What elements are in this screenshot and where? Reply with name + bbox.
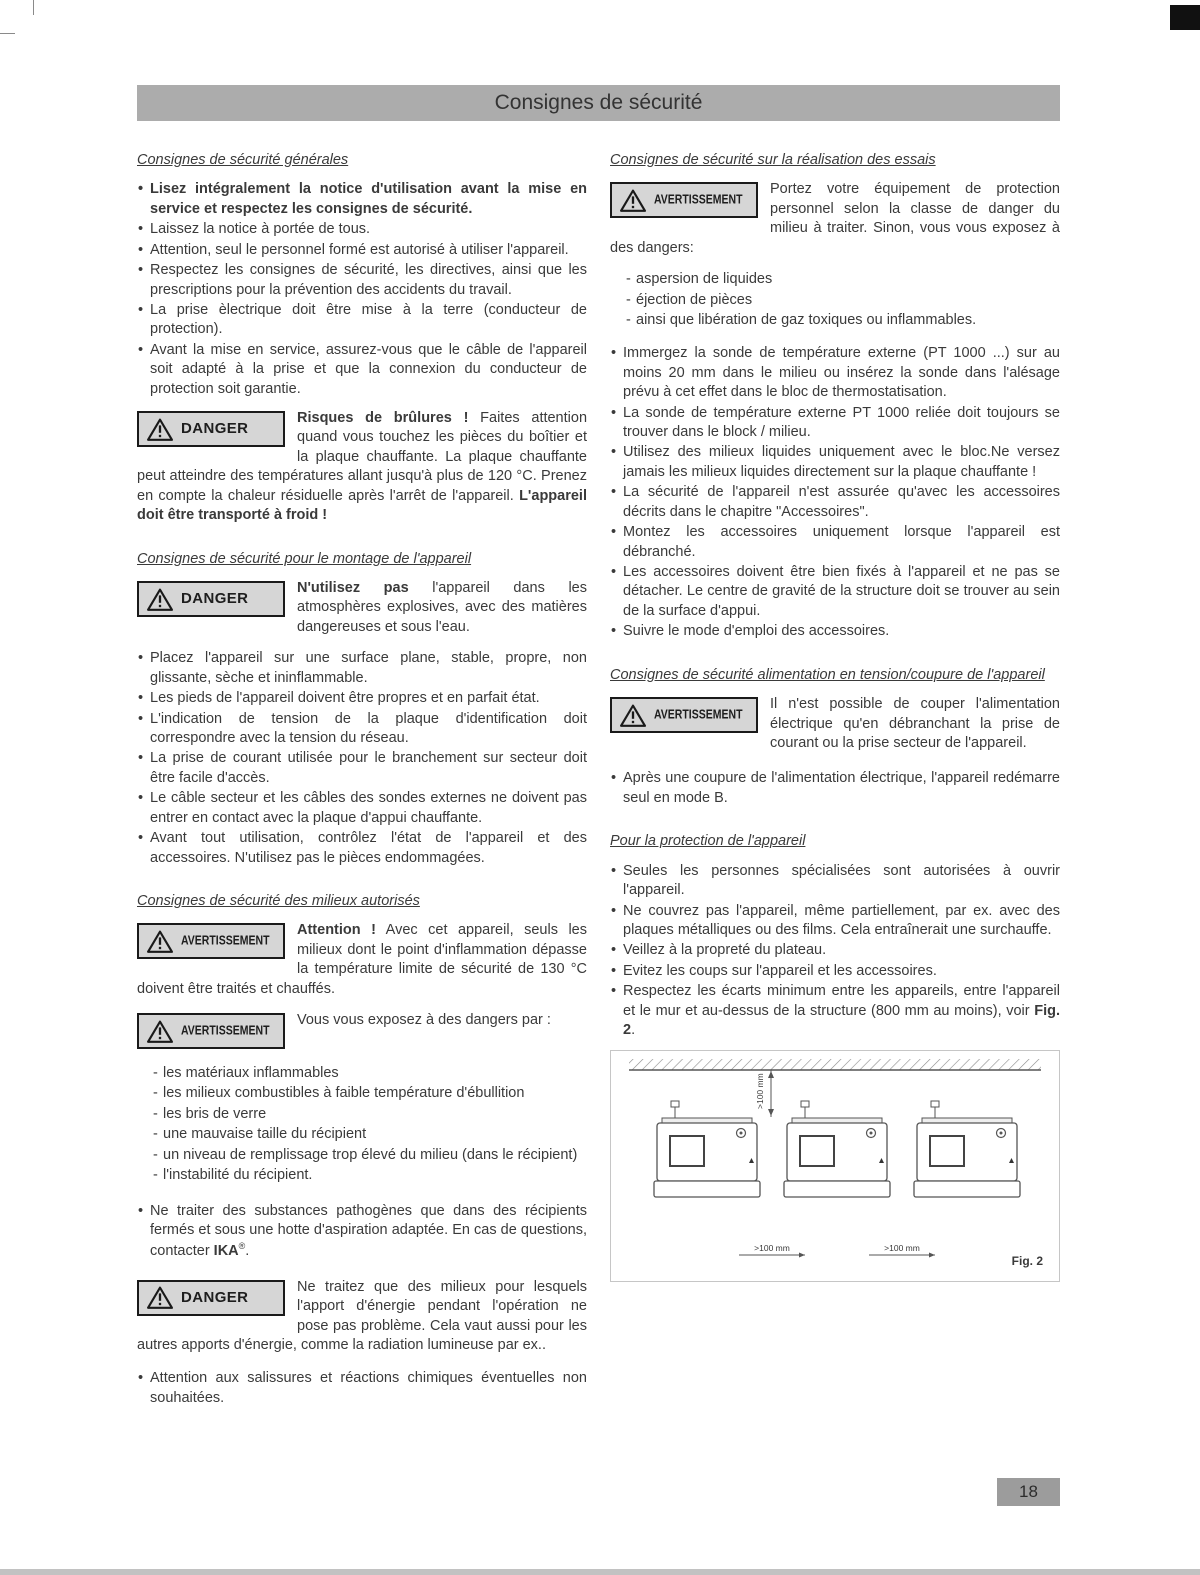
bullet-item xyxy=(610,443,1060,482)
bullet-text: Lisez intégralement la notice d'utilisation avant la mise en service et respectez les consignes de sécurité. xyxy=(150,181,587,217)
bullet-text: La sécurité de l'appareil n'est assurée qu'avec les accessoires décrits dans le chapitre "Accessoires". xyxy=(623,484,1060,520)
bullet-item xyxy=(137,1369,587,1408)
dash-text: éjection de pièces xyxy=(636,291,753,308)
danger-lead-text: N'utilisez pas xyxy=(297,580,409,597)
bullet-text: La prise de courant utilisée pour le branchement sur secteur doit être facile d'accès. xyxy=(150,750,587,786)
page-number: 18 xyxy=(997,1478,1060,1506)
bullet-item xyxy=(137,301,587,340)
bullet-item xyxy=(610,404,1060,443)
danger-label: DANGER xyxy=(181,589,249,607)
horizontal-dimension-label-right: >100 mm xyxy=(884,1243,920,1254)
warning-triangle-icon xyxy=(619,188,647,213)
protection-bullet-list xyxy=(610,862,1060,1041)
avertissement-protection-warning xyxy=(610,180,1060,258)
device-sketch xyxy=(914,1101,1020,1197)
heading-consignes-milieux: Consignes de sécurité des milieux autorisés xyxy=(137,892,420,909)
figure-reference: Fig. 2 xyxy=(623,1002,1060,1039)
dash-text: un niveau de remplissage trop élevé du milieu (dans le récipient) xyxy=(163,1146,578,1163)
final-bullet-list xyxy=(137,1369,587,1408)
avertissement-label: AVERTISSEMENT xyxy=(654,193,743,208)
dash-item xyxy=(153,1166,587,1185)
page-bottom-edge xyxy=(0,1569,1200,1575)
avertissement-box xyxy=(610,182,758,218)
dash-text: une mauvaise taille du récipient xyxy=(163,1126,367,1143)
danger-energy-warning xyxy=(137,1278,587,1356)
dash-item xyxy=(153,1105,587,1124)
avertissement-label: AVERTISSEMENT xyxy=(654,707,743,723)
bullet-item xyxy=(610,563,1060,621)
bullet-text: Suivre le mode d'emploi des accessoires. xyxy=(623,623,890,640)
warning-body-text: Avec cet appareil, seuls les milieux dont le point d'inflammation dépasse la température limite de sécurité de 130 °C doivent être traités et chauffés. xyxy=(137,922,587,997)
danger-burns-warning xyxy=(137,409,587,526)
bullet-item xyxy=(137,341,587,399)
brand-name: IKA xyxy=(213,1243,239,1260)
warning-triangle-icon xyxy=(146,929,174,954)
bullet-text: Ne couvrez pas l'appareil, même partiellement, par ex. avec des plaques métalliques ou des films. Cela entraînerait une surchauffe. xyxy=(623,902,1060,938)
avertissement-box xyxy=(137,1013,285,1049)
danger-body-text: Faites attention quand vous touchez les pièces du boîtier et la plaque chauffante. La plaque chauffante peut atteindre des températures allant jusqu'à plus de 120 °C. Prenez en compte la chaleur résiduelle après l'arrêt de l'appareil. xyxy=(137,410,588,504)
page-title-banner xyxy=(137,85,1060,121)
alimentation-bullet-list xyxy=(610,769,1060,808)
bullet-text: L'indication de tension de la plaque d'identification doit correspondre avec la tension du réseau. xyxy=(150,710,587,746)
dash-item xyxy=(153,1064,587,1083)
bullet-text: Placez l'appareil sur une surface plane, stable, propre, non glissante, sèche et ininflammable. xyxy=(150,650,587,686)
page-title: Consignes de sécurité xyxy=(494,90,703,114)
danger-box xyxy=(137,1280,285,1316)
avertissement-box xyxy=(610,697,758,733)
left-column xyxy=(137,143,587,1416)
avertissement-box xyxy=(137,923,285,959)
bullet-text: Avant tout utilisation, contrôlez l'état de l'appareil et des accessoires. N'utilisez pas le pièces endommagées. xyxy=(150,830,587,866)
generales-bullet-list xyxy=(137,180,587,399)
bullet-item xyxy=(610,622,1060,641)
dash-item xyxy=(626,270,1060,289)
heading-consignes-montage: Consignes de sécurité pour le montage de l'appareil xyxy=(137,550,472,567)
dash-text: l'instabilité du récipient. xyxy=(163,1167,313,1184)
figure-caption: Fig. 2 xyxy=(1011,1254,1043,1269)
danger-tail-text: L'appareil doit être transporté à froid ! xyxy=(137,487,587,524)
dash-item xyxy=(153,1125,587,1144)
bullet-item xyxy=(610,902,1060,941)
heading-consignes-essais: Consignes de sécurité sur la réalisation des essais xyxy=(610,152,936,168)
bullet-text: . xyxy=(245,1243,250,1260)
danger-body-text: Ne traitez que des milieux pour lesquels l'apport d'énergie pendant l'opération ne pose pas problème. Cela vaut aussi pour les autres apports d'énergie, comme la radiation lumineuse par ex.. xyxy=(137,1278,587,1353)
heading-consignes-generales: Consignes de sécurité générales xyxy=(137,152,349,168)
bullet-text: Le câble secteur et les câbles des sondes externes ne doivent pas entrer en contact avec la plaque d'appui chauffante. xyxy=(150,790,587,826)
bullet-text: Attention, seul le personnel formé est autorisé à utiliser l'appareil. xyxy=(150,241,569,258)
dash-item xyxy=(626,291,1060,310)
essais-bullet-list xyxy=(610,344,1060,641)
bullet-item xyxy=(137,649,587,688)
dash-text: aspersion de liquides xyxy=(636,271,773,288)
page-content xyxy=(137,143,1060,1416)
bullet-item xyxy=(610,962,1060,981)
ceiling-hatch xyxy=(629,1059,1041,1070)
avertissement-inflammation-warning xyxy=(137,921,587,999)
danger-atmosphere-warning xyxy=(137,579,587,637)
warning-triangle-icon xyxy=(146,587,174,612)
bullet-text: Immergez la sonde de température externe (PT 1000 ...) sur au moins 20 mm dans le milieu ou insérez la sonde dans l'alésage prévu à cet effet dans le bloc de thermostatisation. xyxy=(623,345,1060,401)
warning-triangle-icon xyxy=(146,417,174,442)
warning-body-text: Vous vous exposez à des dangers par : xyxy=(297,1012,551,1029)
dash-text: les milieux combustibles à faible température d'ébullition xyxy=(163,1085,525,1102)
dash-item xyxy=(626,311,1060,330)
danger-body-text: l'appareil dans les atmosphères explosives, avec des matières dangereuses et sous l'eau. xyxy=(297,580,587,635)
bullet-item xyxy=(137,789,587,828)
bullet-item xyxy=(137,1202,587,1262)
bullet-text: La sonde de température externe PT 1000 reliée doit toujours se trouver dans le block / milieu. xyxy=(623,404,1060,441)
bullet-text: Ne traiter des substances pathogènes que dans des récipients fermés et sous une hotte d'aspiration adaptée. En cas de questions, contacter xyxy=(150,1202,587,1260)
bullet-text: Respectez les consignes de sécurité, les directives, ainsi que les prescriptions pour la prévention des accidents du travail. xyxy=(150,262,587,298)
avertissement-dangers-warning xyxy=(137,1011,587,1052)
pathogenes-bullet-list xyxy=(137,1202,587,1262)
crop-mark-top-left-vertical xyxy=(33,0,34,15)
bullet-text: Utilisez des milieux liquides uniquement avec le bloc.Ne versez jamais les milieux liquides directement sur la plaque chauffante ! xyxy=(623,444,1060,480)
heading-protection-appareil: Pour la protection de l'appareil xyxy=(610,833,806,850)
bullet-text: Les accessoires doivent être bien fixés à l'appareil et ne pas se détacher. Le centre de gravité de la structure doit se trouver au sein de la surface d'appui. xyxy=(623,564,1060,619)
danger-label: DANGER xyxy=(181,420,249,438)
warning-triangle-icon xyxy=(146,1285,174,1310)
dash-text: les matériaux inflammables xyxy=(163,1065,339,1082)
bullet-item xyxy=(137,749,587,788)
avertissement-label: AVERTISSEMENT xyxy=(181,934,270,949)
warning-triangle-icon xyxy=(619,703,647,728)
bullet-item xyxy=(137,261,587,300)
warning-triangle-icon xyxy=(146,1019,174,1044)
bullet-item xyxy=(137,829,587,868)
essais-dash-list xyxy=(626,270,1060,330)
bullet-text: Les pieds de l'appareil doivent être propres et en parfait état. xyxy=(150,690,540,707)
bullet-text: Laissez la notice à portée de tous. xyxy=(150,221,371,238)
dash-item xyxy=(153,1084,587,1103)
bullet-text: La prise èlectrique doit être mise à la terre (conducteur de protection). xyxy=(150,301,587,338)
device-sketch xyxy=(784,1101,890,1197)
dash-item xyxy=(153,1146,587,1165)
figure-2-drawing xyxy=(611,1051,1059,1279)
danger-box xyxy=(137,581,285,617)
bullet-text: Après une coupure de l'alimentation électrique, l'appareil redémarre seul en mode B. xyxy=(623,770,1060,806)
warning-body-text: Il n'est possible de couper l'alimentation électrique qu'en débranchant la prise de courant ou la prise secteur de l'appareil. xyxy=(770,696,1060,751)
figure-2 xyxy=(610,1050,1060,1282)
bullet-item xyxy=(610,769,1060,808)
bullet-text: Montez les accessoires uniquement lorsque l'appareil est débranché. xyxy=(623,524,1060,560)
bullet-text: . xyxy=(631,1022,636,1039)
bullet-text: Attention aux salissures et réactions chimiques éventuelles non souhaitées. xyxy=(150,1370,587,1406)
bullet-text: Seules les personnes spécialisées sont autorisées à ouvrir l'appareil. xyxy=(623,862,1060,899)
bullet-item xyxy=(610,941,1060,960)
heading-consignes-alimentation: Consignes de sécurité alimentation en tension/coupure de l'appareil xyxy=(610,666,1045,683)
bullet-item xyxy=(610,982,1060,1040)
bullet-item xyxy=(137,220,587,239)
bullet-item xyxy=(610,344,1060,402)
crop-mark-top-left-horizontal xyxy=(0,33,15,34)
warning-body-text: Portez votre équipement de protection personnel selon la classe de danger du milieu à traiter. Sinon, vous vous exposez à des dangers: xyxy=(610,181,1060,256)
right-column xyxy=(610,143,1060,1416)
horizontal-dimension-label-left: >100 mm xyxy=(754,1243,790,1254)
dash-text: les bris de verre xyxy=(163,1105,267,1122)
montage-bullet-list xyxy=(137,649,587,868)
milieux-dash-list xyxy=(153,1064,587,1186)
bullet-item xyxy=(610,483,1060,522)
dash-text: ainsi que libération de gaz toxiques ou inflammables. xyxy=(636,311,977,328)
device-sketch xyxy=(654,1101,760,1197)
bullet-text: Respectez les écarts minimum entre les appareils, entre l'appareil et le mur et au-dessus de la structure (800 mm au moins), voir xyxy=(623,983,1060,1019)
avertissement-alimentation-warning xyxy=(610,695,1060,753)
bullet-item xyxy=(137,241,587,260)
bullet-text: Veillez à la propreté du plateau. xyxy=(623,942,827,959)
registered-mark: ® xyxy=(238,1241,246,1252)
warning-lead-text: Attention ! xyxy=(297,922,376,939)
print-mark-top-right xyxy=(1170,5,1200,30)
bullet-item xyxy=(137,710,587,749)
bullet-item xyxy=(137,689,587,708)
bullet-text: Evitez les coups sur l'appareil et les accessoires. xyxy=(623,962,937,979)
avertissement-label: AVERTISSEMENT xyxy=(181,1023,270,1039)
vertical-dimension-label: >100 mm xyxy=(755,1073,765,1110)
danger-box xyxy=(137,411,285,447)
bullet-item xyxy=(137,180,587,219)
danger-lead-text: Risques de brûlures ! xyxy=(297,410,469,427)
bullet-text: Avant la mise en service, assurez-vous que le câble de l'appareil soit adapté à la prise et que la connexion du conducteur de protection soit garantie. xyxy=(150,341,587,397)
bullet-item xyxy=(610,862,1060,901)
danger-label: DANGER xyxy=(181,1288,249,1306)
bullet-item xyxy=(610,523,1060,562)
